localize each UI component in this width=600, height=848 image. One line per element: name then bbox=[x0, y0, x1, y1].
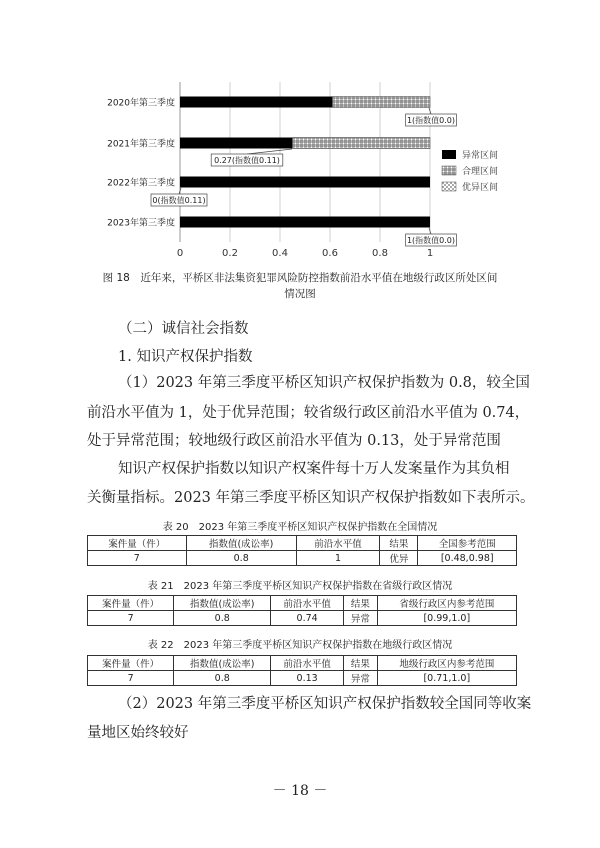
paragraph-1-line2: 前沿水平值为 1，处于优异范围；较省级行政区前沿水平值为 0.74， bbox=[87, 405, 530, 421]
x-tick-label: 0.4 bbox=[272, 248, 288, 259]
table-header-cell: 指数值(成讼率) bbox=[174, 656, 271, 671]
table-header-row bbox=[88, 596, 517, 611]
paragraph-1-line3: 处于异常范围；较地级行政区前沿水平值为 0.13，处于异常范围 bbox=[87, 433, 501, 449]
table-cell: [0.48,0.98] bbox=[418, 551, 517, 566]
y-category-label: 2023年第三季度 bbox=[107, 218, 175, 229]
table-cell: 0.13 bbox=[271, 671, 344, 686]
bar-segment bbox=[293, 138, 431, 149]
chart-legend bbox=[442, 149, 498, 193]
legend-swatch bbox=[442, 150, 456, 159]
table-cell: 1 bbox=[296, 551, 379, 566]
table-cell: 0.74 bbox=[271, 611, 344, 626]
table-22-caption: 表 22 2023 年第三季度平桥区知识产权保护指数在地级行政区情况 bbox=[147, 640, 453, 651]
table-header-cell: 指数值(成讼率) bbox=[186, 536, 296, 551]
table-row bbox=[88, 671, 517, 686]
bar-segment bbox=[180, 217, 430, 228]
paragraph-1-line1: （1）2023 年第三季度平桥区知识产权保护指数为 0.8，较全国 bbox=[118, 375, 530, 391]
page-number: － 18 － bbox=[272, 783, 328, 799]
legend-swatch bbox=[442, 166, 456, 175]
figure-caption-line1: 图 18 近年来，平桥区非法集资犯罪风险防控指数前沿水平值在地级行政区所处区间 bbox=[102, 272, 498, 284]
table-row bbox=[88, 611, 517, 626]
table-header-cell: 全国参考范围 bbox=[418, 536, 517, 551]
table-cell: 异常 bbox=[344, 611, 377, 626]
table-header-cell: 前沿水平值 bbox=[296, 536, 379, 551]
table-cell: 7 bbox=[88, 611, 174, 626]
x-tick-label: 0.8 bbox=[372, 248, 388, 259]
bar-segment bbox=[333, 97, 431, 108]
table-row bbox=[88, 551, 517, 566]
paragraph-2-line2: 关衡量指标。2023 年第三季度平桥区知识产权保护指数如下表所示。 bbox=[87, 490, 535, 506]
legend-label: 合理区间 bbox=[462, 167, 499, 177]
table-21 bbox=[87, 595, 517, 626]
section-heading: （二）诚信社会指数 bbox=[118, 321, 249, 337]
table-header-cell: 地级行政区内参考范围 bbox=[377, 656, 516, 671]
table-header-cell: 结果 bbox=[380, 536, 418, 551]
chart-tick-labels bbox=[177, 248, 433, 259]
paragraph-2-line1: 知识产权保护指数以知识产权案件每十万人发案量作为其负相 bbox=[118, 461, 510, 477]
legend-swatch bbox=[442, 182, 456, 191]
table-header-row bbox=[88, 656, 517, 671]
bar-segment bbox=[180, 97, 333, 108]
x-tick-label: 1 bbox=[426, 248, 434, 259]
table-cell: [0.99,1.0] bbox=[377, 611, 516, 626]
table-21-caption: 表 21 2023 年第三季度平桥区知识产权保护指数在省级行政区情况 bbox=[147, 581, 453, 592]
annotation-leader bbox=[247, 149, 292, 154]
table-cell: 异常 bbox=[344, 671, 377, 686]
subsection-heading: 1. 知识产权保护指数 bbox=[118, 349, 253, 365]
annotation-label: 0.27(指数值0.11) bbox=[214, 156, 280, 165]
annotation-label: 1(指数值0.0) bbox=[406, 236, 456, 245]
table-header-cell: 指数值(成讼率) bbox=[174, 596, 271, 611]
table-header-row bbox=[88, 536, 517, 551]
y-category-label: 2020年第三季度 bbox=[107, 98, 175, 109]
legend-label: 优异区间 bbox=[462, 183, 499, 193]
legend-label: 异常区间 bbox=[462, 151, 499, 161]
table-22 bbox=[87, 655, 517, 686]
interval-chart bbox=[0, 0, 600, 270]
table-cell: [0.71,1.0] bbox=[377, 671, 516, 686]
annotation-label: 1(指数值0.0) bbox=[406, 116, 456, 125]
table-cell: 0.8 bbox=[174, 611, 271, 626]
table-cell: 0.8 bbox=[186, 551, 296, 566]
annotation-label: 0(指数值0.11) bbox=[152, 196, 206, 205]
paragraph-3-line1: （2）2023 年第三季度平桥区知识产权保护指数较全国同等收案 bbox=[118, 696, 532, 712]
table-20-caption: 表 20 2023 年第三季度平桥区知识产权保护指数在全国情况 bbox=[162, 522, 438, 533]
y-category-label: 2022年第三季度 bbox=[107, 178, 175, 189]
bar-segment bbox=[180, 138, 293, 149]
table-cell: 优异 bbox=[380, 551, 418, 566]
table-header-cell: 结果 bbox=[344, 656, 377, 671]
chart-category-labels bbox=[107, 97, 175, 229]
bar-segment bbox=[180, 177, 430, 188]
table-header-cell: 案件量（件） bbox=[88, 656, 174, 671]
table-20 bbox=[87, 535, 517, 566]
x-tick-label: 0.2 bbox=[222, 248, 238, 259]
table-header-cell: 前沿水平值 bbox=[271, 656, 344, 671]
figure-caption-line2: 情况图 bbox=[284, 288, 316, 300]
table-cell: 7 bbox=[88, 671, 174, 686]
y-category-label: 2021年第三季度 bbox=[107, 139, 175, 150]
table-header-cell: 案件量（件） bbox=[88, 596, 174, 611]
table-header-cell: 案件量（件） bbox=[88, 536, 187, 551]
table-cell: 7 bbox=[88, 551, 187, 566]
x-tick-label: 0.6 bbox=[322, 248, 338, 259]
x-tick-label: 0 bbox=[176, 248, 184, 259]
table-header-cell: 结果 bbox=[344, 596, 377, 611]
table-header-cell: 前沿水平值 bbox=[271, 596, 344, 611]
paragraph-3-line2: 量地区始终较好 bbox=[87, 725, 189, 741]
table-cell: 0.8 bbox=[174, 671, 271, 686]
table-header-cell: 省级行政区内参考范围 bbox=[377, 596, 516, 611]
